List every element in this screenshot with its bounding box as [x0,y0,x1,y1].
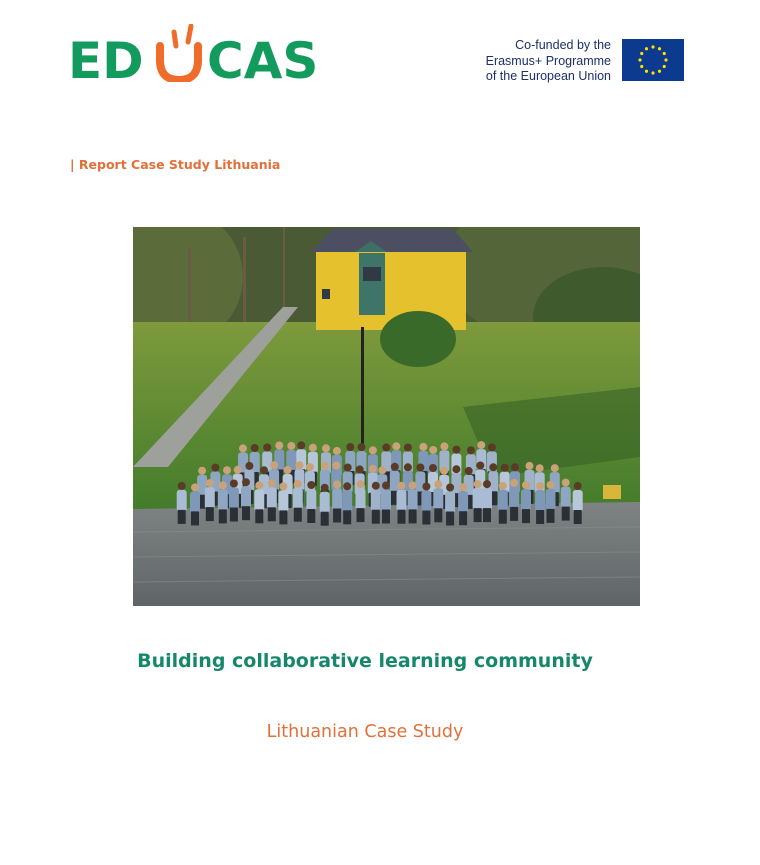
person-head [499,482,507,490]
person-head [344,464,352,472]
eu-star [658,70,661,73]
person-head [219,481,227,489]
person-head [287,442,295,450]
person-head [369,465,377,473]
person-head [306,463,314,471]
person-legs [242,506,250,520]
person-head [369,446,377,454]
person-head [452,465,460,473]
person-head [452,446,460,454]
document-title: Building collaborative learning community [137,650,593,672]
person-head [465,467,473,475]
person-legs [255,509,263,523]
person-legs [434,508,442,522]
person-head [223,466,231,474]
person-head [398,482,406,490]
person-figure [408,489,418,511]
svg-text:ED: ED [68,32,144,82]
person-head [446,484,454,492]
person-head [294,480,302,488]
person-legs [536,510,544,524]
person-figure [306,489,316,511]
person-head [279,482,287,490]
person-legs [230,508,238,522]
person-head [536,482,544,490]
person-head [357,480,365,488]
eu-cofunding-text [486,38,611,85]
person-head [459,483,467,491]
person-head [404,444,412,452]
person-head [382,482,390,490]
person-legs [279,510,287,524]
person-legs [333,509,341,523]
person-legs [422,511,430,525]
eu-star [651,71,654,74]
person-legs [547,509,555,523]
person-figure [546,489,556,511]
person-figure [320,492,330,514]
person-head [510,479,518,487]
person-figure [521,489,531,511]
person-head [440,442,448,450]
person-head [392,442,400,450]
eu-star [651,45,654,48]
person-head [332,462,340,470]
group-photo [133,227,640,606]
person-figure [397,490,407,512]
person-head [372,482,380,490]
person-head [268,479,276,487]
person-head [483,480,491,488]
person-head [382,443,390,451]
person-legs [268,507,276,521]
person-head [422,483,430,491]
person-head [206,479,214,487]
person-head [211,464,219,472]
person-legs [357,508,365,522]
eu-star [645,47,648,50]
group-photo-image [133,227,640,606]
person-head [476,462,484,470]
person-legs [510,507,518,521]
person-legs [483,508,491,522]
person-head [260,466,268,474]
person-head [333,481,341,489]
person-figure [241,486,251,508]
eu-text-line-1: Co-funded by the [515,38,611,52]
person-head [391,463,399,471]
person-head [356,465,364,473]
person-head [511,463,519,471]
person-figure [218,489,228,511]
person-head [416,464,424,472]
person-legs [398,510,406,524]
person-figure [573,490,583,512]
person-head [419,443,427,451]
person-head [242,478,250,486]
person-legs [178,510,186,524]
person-head [296,461,304,469]
person-head [263,444,271,452]
eu-star [640,65,643,68]
person-legs [294,508,302,522]
person-head [333,447,341,455]
person-head [404,463,412,471]
person-legs [382,510,390,524]
person-head [551,464,559,472]
person-figure [498,490,508,512]
person-figure [535,490,545,512]
person-head [245,462,253,470]
person-head [270,461,278,469]
person-figure [278,490,288,512]
document-subtitle: Lithuanian Case Study [266,722,464,742]
person-head [474,480,482,488]
person-head [234,466,242,474]
person-head [255,481,263,489]
person-figure [229,488,239,510]
person-figure [482,488,492,510]
person-head [198,467,206,475]
person-figure [473,488,483,510]
person-head [488,443,496,451]
person-legs [574,510,582,524]
person-head [321,462,329,470]
person-legs [562,507,570,521]
person-figure [342,490,352,512]
person-head [178,482,186,490]
person-head [429,464,437,472]
eu-text-line-2: Erasmus+ Programme [485,53,611,68]
person-head [489,463,497,471]
person-head [307,481,315,489]
svg-text:CAS: CAS [207,32,319,82]
person-head [358,443,366,451]
person-head [536,464,544,472]
person-head [230,480,238,488]
person-figure [445,492,455,514]
person-legs [522,509,530,523]
eu-star [645,70,648,73]
eu-text-line-3: of the European Union [485,69,611,83]
person-figure [177,490,187,512]
person-legs [409,509,417,523]
person-legs [474,508,482,522]
person-head [297,441,305,449]
educas-logo [68,24,353,82]
person-head [275,442,283,450]
person-head [522,481,530,489]
person-legs [206,507,214,521]
person-figure [433,488,443,510]
person-figure [332,489,342,511]
person-head [309,444,317,452]
eu-cofunding-banner [455,36,685,84]
person-head [434,480,442,488]
person-head [429,446,437,454]
person-head [378,466,386,474]
person-head [322,444,330,452]
person-figure [458,491,468,513]
person-head [547,481,555,489]
person-head [239,444,247,452]
person-figure [381,490,391,512]
person-figure [267,487,277,509]
eu-star [658,47,661,50]
person-head [467,446,475,454]
person-head [574,482,582,490]
eu-flag-icon [622,39,684,81]
person-head [251,444,259,452]
person-legs [446,512,454,526]
person-legs [499,510,507,524]
eu-star [663,65,666,68]
person-head [477,441,485,449]
person-figure [390,471,400,493]
person-figure [205,487,215,509]
person-figure [371,490,381,512]
eu-star [663,52,666,55]
person-head [562,479,570,487]
person-head [440,467,448,475]
eu-star [640,52,643,55]
person-figure [254,489,264,511]
person-head [343,482,351,490]
educas-logo-graphic [68,24,353,82]
eu-star [664,58,667,61]
person-head [346,443,354,451]
person-legs [219,509,227,523]
report-kicker: | Report Case Study Lithuania [70,157,281,172]
person-figure [421,491,431,513]
person-legs [343,510,351,524]
person-head [501,464,509,472]
person-legs [372,510,380,524]
person-figure [356,488,366,510]
person-head [284,466,292,474]
person-figure [561,487,571,509]
person-legs [459,511,467,525]
person-legs [321,512,329,526]
person-legs [307,509,315,523]
person-figure [509,487,519,509]
person-head [191,483,199,491]
person-figure [190,491,200,513]
person-figure [293,488,303,510]
person-legs [191,511,199,525]
eu-star [638,58,641,61]
person-figure [415,472,425,494]
person-head [321,484,329,492]
person-head [409,481,417,489]
person-head [526,462,534,470]
